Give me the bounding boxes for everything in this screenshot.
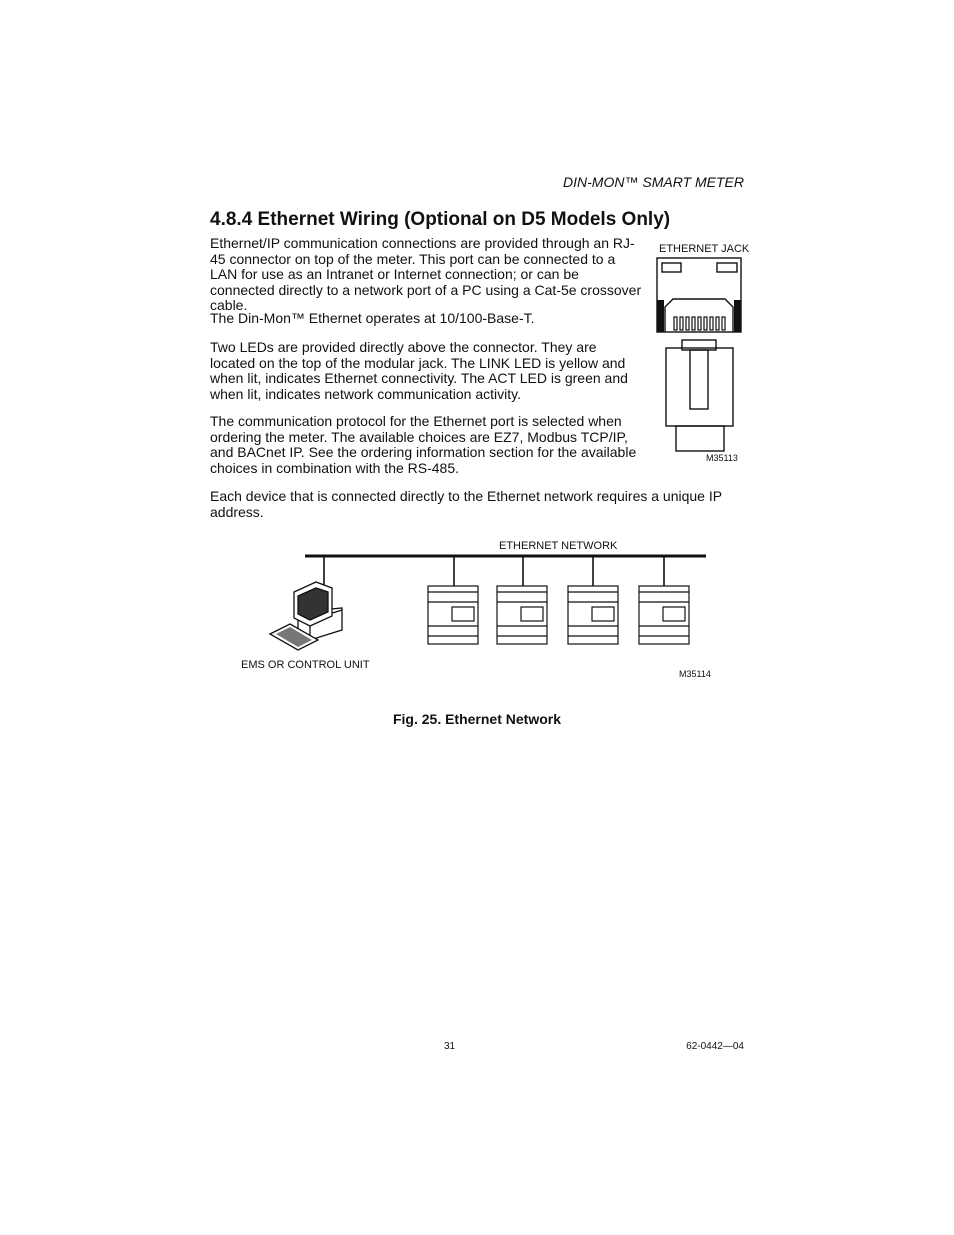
- paragraph-protocol: The communication protocol for the Ethernet port is selected when ordering the meter. The available choices are EZ7, Modbus TCP/IP, and BACnet IP. See the ordering information section for the available choices in combination with the RS-485.: [210, 413, 637, 476]
- ems-label: EMS OR CONTROL UNIT: [241, 659, 370, 671]
- ethernet-network-diagram: [260, 550, 720, 660]
- meter-device-icon: [568, 586, 618, 644]
- plug-latch-icon: [690, 350, 708, 409]
- computer-icon: [270, 582, 342, 650]
- section-title: 4.8.4 Ethernet Wiring (Optional on D5 Models Only): [210, 209, 671, 230]
- paragraph-rj45: Ethernet/IP communication connections are provided through an RJ-45 connector on top of the meter. This port can be connected to a LAN for use as an Intranet or Internet connection; or can be connected directly to a network port of a PC using a Cat-5e crossover cable.: [210, 235, 642, 314]
- paragraph-leds: Two LEDs are provided directly above the connector. They are located on the top of the modular jack. The LINK LED is yellow and when lit, indicates Ethernet connectivity. The ACT LED is green and when lit, indicates network communication activity.: [210, 339, 628, 402]
- network-label: ETHERNET NETWORK: [499, 540, 618, 552]
- meter-device-icon: [639, 586, 689, 644]
- link-led-icon: [662, 263, 681, 272]
- ethernet-jack-diagram: [655, 255, 745, 455]
- meter-device-icon: [428, 586, 478, 644]
- network-figure-code: M35114: [679, 669, 711, 679]
- plug-body-icon: [666, 348, 733, 426]
- jack-label: ETHERNET JACK: [659, 243, 750, 255]
- meter-device-icon: [497, 586, 547, 644]
- jack-figure-code: M35113: [706, 453, 738, 463]
- plug-cable-icon: [676, 426, 724, 451]
- document-number: 62-0442—04: [686, 1041, 744, 1052]
- figure-caption: Fig. 25. Ethernet Network: [392, 711, 562, 727]
- paragraph-speed: The Din-Mon™ Ethernet operates at 10/100-Base-T.: [210, 310, 535, 326]
- page-number: 31: [444, 1041, 456, 1052]
- act-led-icon: [717, 263, 737, 272]
- running-header: DIN-MON™ SMART METER: [563, 174, 744, 190]
- paragraph-ip-address: Each device that is connected directly to the Ethernet network requires a unique IP address.: [210, 488, 722, 520]
